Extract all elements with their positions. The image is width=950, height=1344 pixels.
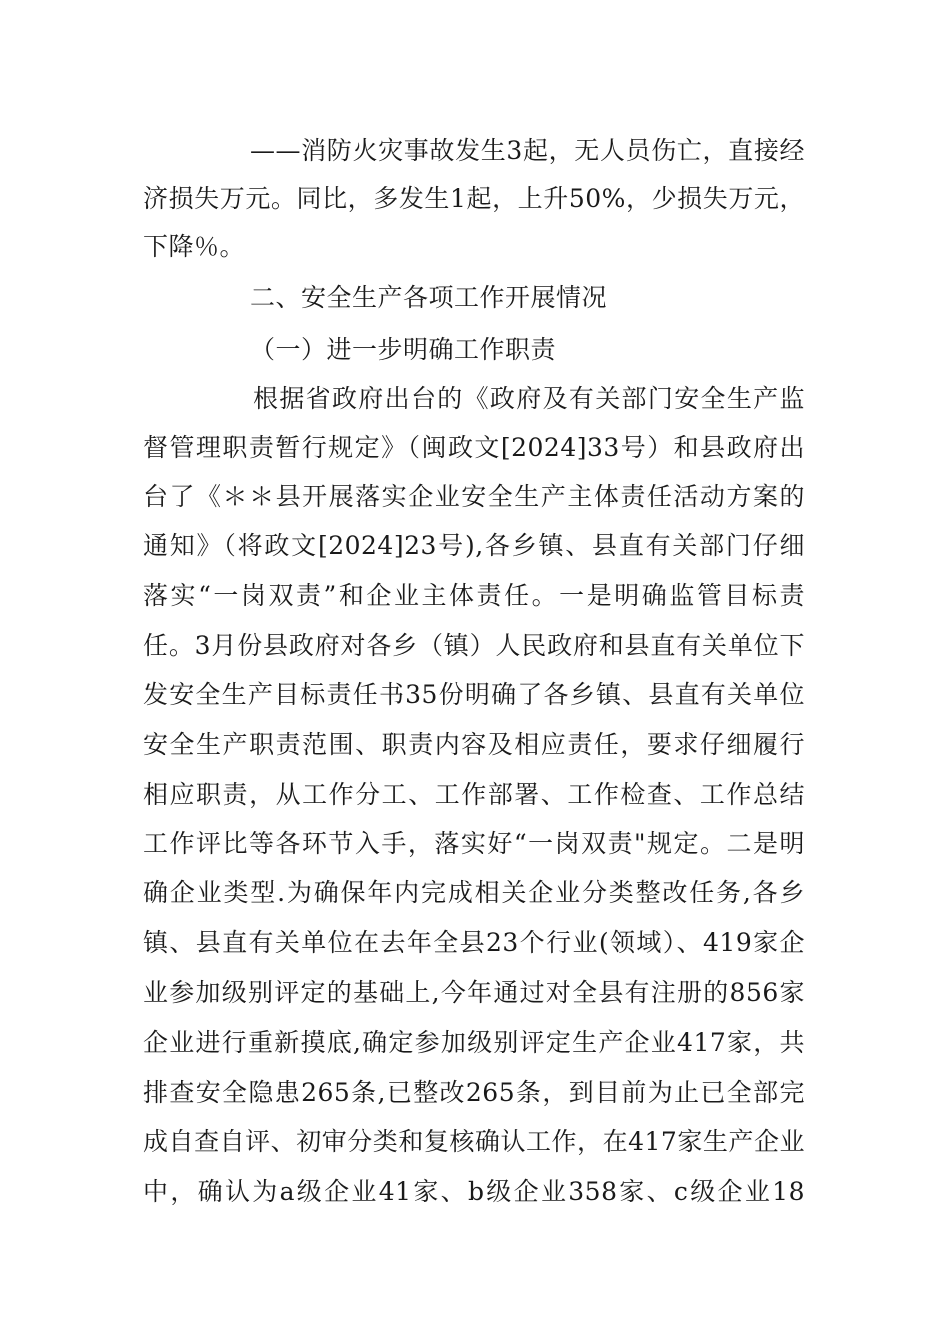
paragraph-line: 安全生产职责范围、职责内容及相应责任，要求仔细履行 xyxy=(143,730,805,759)
paragraph-line: 任。3月份县政府对各乡（镇）人民政府和县直有关单位下 xyxy=(143,631,805,660)
paragraph-line: 镇、县直有关单位在去年全县23个行业(领域）、419家企 xyxy=(143,928,805,957)
paragraph-line: 通知》（将政文[2024]23号),各乡镇、县直有关部门仔细 xyxy=(143,531,805,560)
paragraph-line: 业参加级别评定的基础上,今年通过对全县有注册的856家 xyxy=(143,978,805,1007)
section-heading: 二、安全生产各项工作开展情况 xyxy=(250,283,608,312)
paragraph-line: 排查安全隐患265条,已整改265条，到目前为止已全部完 xyxy=(143,1078,805,1107)
paragraph-line: 工作评比等各环节入手，落实好“一岗双责"规定。二是明 xyxy=(143,829,805,858)
paragraph-line: 下降％。 xyxy=(143,232,246,261)
paragraph-line: 发安全生产目标责任书35份明确了各乡镇、县直有关单位 xyxy=(143,680,805,709)
paragraph-line: 确企业类型.为确保年内完成相关企业分类整改任务,各乡 xyxy=(143,878,805,907)
paragraph-line: 济损失万元。同比，多发生1起，上升50%，少损失万元， xyxy=(143,184,805,213)
paragraph-line: 台了《＊＊县开展落实企业安全生产主体责任活动方案的 xyxy=(143,482,805,511)
paragraph-line: 落实“一岗双责”和企业主体责任。一是明确监管目标责 xyxy=(143,581,805,610)
paragraph-line: 相应职责，从工作分工、工作部署、工作检查、工作总结 xyxy=(143,780,805,809)
paragraph-line: 企业进行重新摸底,确定参加级别评定生产企业417家，共 xyxy=(143,1028,805,1057)
paragraph-line: 成自查自评、初审分类和复核确认工作，在417家生产企业 xyxy=(143,1127,805,1156)
paragraph-line: 根据省政府出台的《政府及有关部门安全生产监 xyxy=(253,384,805,413)
paragraph-line: 中，确认为a级企业41家、b级企业358家、c级企业18 xyxy=(143,1177,805,1206)
paragraph-line: ——消防火灾事故发生3起，无人员伤亡，直接经 xyxy=(250,136,805,165)
paragraph-line: 督管理职责暂行规定》（闽政文[2024]33号）和县政府出 xyxy=(143,433,805,462)
subsection-heading: （一）进一步明确工作职责 xyxy=(250,335,557,364)
